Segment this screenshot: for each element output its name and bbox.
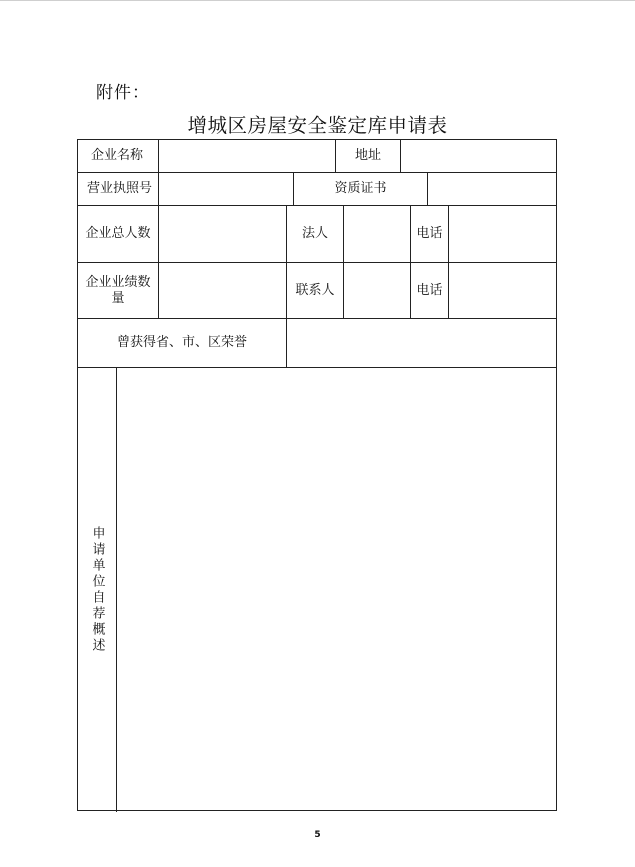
company-name-label: 企业名称 [91,148,144,163]
address-field[interactable] [401,140,556,172]
total-staff-field[interactable] [159,206,286,262]
self-recommend-label: 申请单位自荐概述 [89,526,105,654]
qualification-field[interactable] [428,173,556,205]
application-form-table [77,139,557,811]
phone-label-1: 电话 [416,226,443,241]
honors-label: 曾获得省、市、区荣誉 [116,335,247,350]
attachment-label: 附件： [96,83,150,103]
contact-label: 联系人 [295,282,335,298]
business-license-label: 营业执照号 [87,181,153,196]
top-rule [0,0,635,1]
performance-field[interactable] [159,263,286,318]
total-staff-label: 企业总人数 [85,226,151,241]
form-title: 增城区房屋安全鉴定库申请表 [187,114,448,137]
qualification-label: 资质证书 [334,181,387,196]
self-recommend-field[interactable] [117,368,556,810]
business-license-field[interactable] [159,173,293,205]
legal-person-label: 法人 [301,226,328,241]
page-number: 5 [314,830,321,840]
phone-label-2: 电话 [416,282,443,298]
performance-label: 企业业绩数量 [85,274,151,306]
phone-field-2[interactable] [449,263,556,318]
contact-field[interactable] [344,263,410,318]
honors-field[interactable] [287,319,556,367]
phone-field-1[interactable] [449,206,556,262]
company-name-field[interactable] [159,140,335,172]
legal-person-field[interactable] [344,206,410,262]
address-label: 地址 [354,148,381,163]
self-recommend-label-cell [78,368,116,812]
